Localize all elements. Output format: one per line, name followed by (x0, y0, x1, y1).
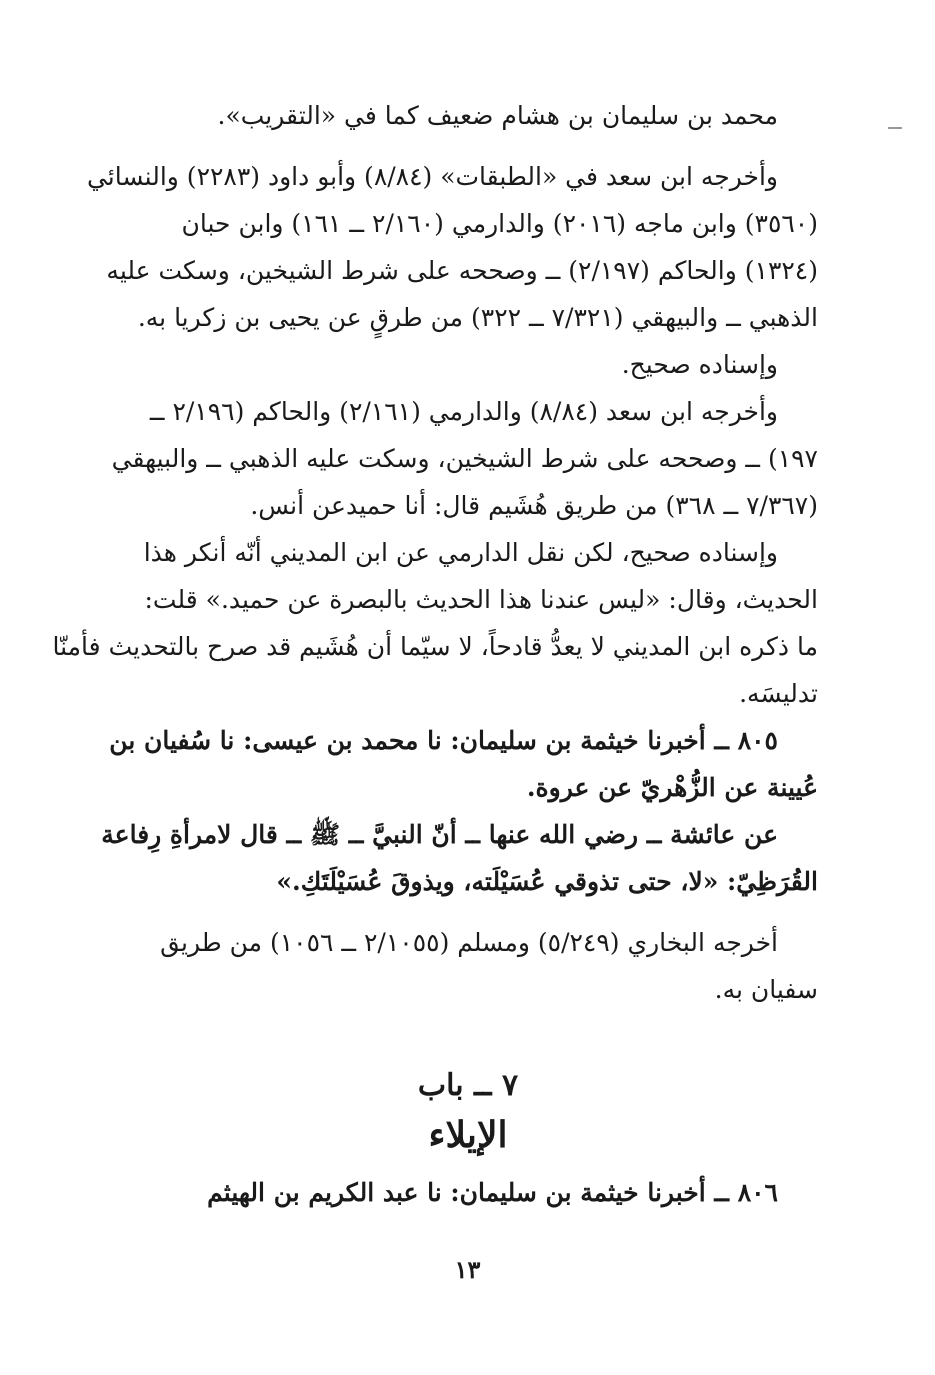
hadith-line: ٨٠٦ ــ أخبرنا خيثمة بن سليمان: نا عبد الكريم بن الهيثم (207, 1178, 778, 1207)
hadith-line: القُرَظِيّ: «لا، حتى تذوقي عُسَيْلَته، ويذوقَ عُسَيْلَتَكِ.» (276, 867, 818, 896)
text-line: الذهبي ــ والبيهقي (٧/٣٢١ ــ ٣٢٢) من طرقٍ عن يحيى بن زكريا به. (137, 303, 818, 332)
text-line: تدليسَه. (739, 679, 818, 708)
page-body (52, 92, 818, 1216)
page-number: ١٣ (454, 1255, 481, 1284)
text-line: وأخرجه ابن سعد (٨/٨٤) والدارمي (٢/١٦١) والحاكم (٢/١٩٦ ــ (149, 397, 778, 426)
text-line: (١٣٢٤) والحاكم (٢/١٩٧) ــ وصححه على شرط الشيخين، وسكت عليه (106, 256, 818, 285)
margin-mark (888, 127, 902, 129)
text-line: ١٩٧) ــ وصححه على شرط الشيخين، وسكت عليه الذهبي ــ والبيهقي (111, 444, 818, 473)
text-line: وأخرجه ابن سعد في «الطبقات» (٨/٨٤) وأبو داود (٢٢٨٣) والنسائي (86, 162, 778, 191)
hadith-line: عن عائشة ــ رضي الله عنها ــ أنّ النبيَّ ــ ﷺ ــ قال لامرأةِ رِفاعة (101, 820, 778, 849)
text-line: وإسناده صحيح، لكن نقل الدارمي عن ابن المديني أنّه أنكر هذا (143, 538, 778, 567)
chapter-title: الإيلاء (428, 1114, 508, 1156)
text-line: وإسناده صحيح. (621, 350, 778, 379)
text-line: ما ذكره ابن المديني لا يعدُّ قادحاً، لا سيّما أن هُشَيم قد صرح بالتحديث فأمنّا (52, 632, 818, 661)
hadith-line: ٨٠٥ ــ أخبرنا خيثمة بن سليمان: نا محمد بن عيسى: نا سُفيان بن (109, 726, 778, 755)
text-line: سفيان به. (714, 975, 818, 1004)
hadith-line: عُيينة عن الزُّهْريّ عن عروة. (526, 773, 818, 802)
text-line: (٣٥٦٠) وابن ماجه (٢٠١٦) والدارمي (٢/١٦٠ ــ ١٦١) وابن حبان (181, 209, 818, 238)
text-line: محمد بن سليمان بن هشام ضعيف كما في «التقريب». (217, 101, 778, 130)
text-line: (٧/٣٦٧ ــ ٣٦٨) من طريق هُشَيم قال: أنا حميدعن أنس. (250, 491, 818, 520)
text-line: الحديث، وقال: «ليس عندنا هذا الحديث بالبصرة عن حميد.» قلت: (144, 585, 818, 614)
text-line: أخرجه البخاري (٥/٢٤٩) ومسلم (٢/١٠٥٥ ــ ١٠٥٦) من طريق (160, 928, 778, 957)
chapter-number: ٧ ــ باب (417, 1068, 519, 1103)
